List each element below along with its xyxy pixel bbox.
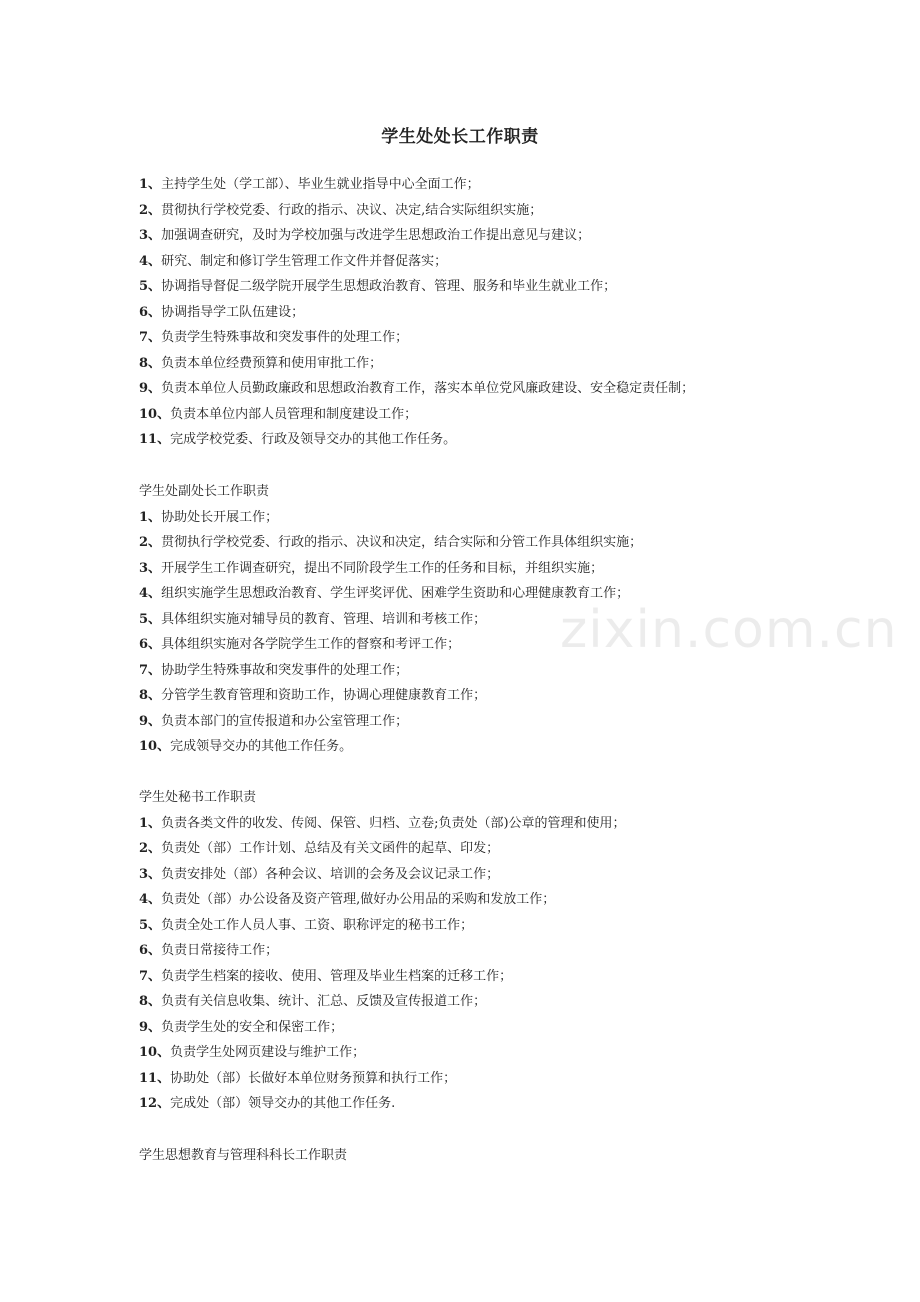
duty-item-number: 8 (139, 994, 149, 1009)
duty-item-number: 3 (139, 866, 149, 882)
duty-item-text: 负责学生档案的接收、使用、管理及毕业生档案的迁移工作； (161, 968, 513, 984)
duty-item-separator: 、 (148, 637, 162, 652)
duty-item-number: 7 (139, 330, 149, 345)
duty-item-text: 完成学校党委、行政及领导交办的其他工作任务。 (170, 432, 457, 447)
duty-item (139, 402, 839, 428)
duty-item-number: 3 (139, 560, 149, 576)
duty-item-text: 负责本单位人员勤政廉政和思想政治教育工作，落实本单位党风廉政建设、安全稳定责任制； (161, 381, 695, 396)
duty-item (139, 632, 839, 658)
duty-item-number: 7 (139, 968, 149, 984)
duty-section (139, 785, 839, 1117)
duty-item (139, 505, 839, 531)
duty-item (139, 989, 839, 1015)
duty-item (139, 811, 839, 837)
duty-item-number: 7 (139, 662, 149, 678)
duty-item-separator: 、 (157, 1096, 171, 1111)
duty-item-number: 1 (139, 509, 149, 525)
duty-item-text: 负责学生处网页建设与维护工作； (170, 1045, 366, 1060)
duty-item-separator: 、 (148, 279, 162, 294)
duty-item-text: 研究、制定和修订学生管理工作文件并督促落实； (161, 253, 448, 269)
duty-item-text: 负责处（部）办公设备及资产管理,做好办公用品的采购和发放工作； (161, 892, 556, 907)
duty-item-number: 3 (139, 228, 149, 243)
duty-section (139, 479, 839, 760)
duty-item-separator: 、 (148, 355, 162, 371)
duty-item-number: 11 (139, 1070, 158, 1086)
duty-item-number: 4 (139, 586, 149, 601)
duty-item (139, 913, 839, 939)
duty-item-separator: 、 (157, 739, 171, 754)
duty-item-number: 9 (139, 713, 149, 729)
duty-item (139, 658, 839, 684)
duty-item (139, 1015, 839, 1041)
duty-item-text: 负责全处工作人员人事、工资、职称评定的秘书工作； (161, 917, 474, 933)
duty-item (139, 556, 839, 582)
duty-item-text: 负责本单位经费预算和使用审批工作； (161, 355, 383, 371)
duty-item (139, 249, 839, 275)
duty-item-number: 10 (139, 1045, 158, 1060)
duty-item-text: 负责有关信息收集、统计、汇总、反馈及宣传报道工作； (161, 994, 487, 1009)
duty-item (139, 1091, 839, 1117)
duty-section (139, 172, 839, 453)
duty-item-text: 完成领导交办的其他工作任务。 (170, 739, 353, 754)
duty-item-text: 协助学生特殊事故和突发事件的处理工作； (161, 662, 409, 678)
duty-item-separator: 、 (148, 202, 162, 218)
duty-item-separator: 、 (148, 253, 162, 269)
duty-item-number: 9 (139, 1019, 149, 1035)
duty-section (139, 1143, 839, 1169)
watermark-text: zixin.com.cn (560, 600, 898, 660)
duty-item-separator: 、 (157, 432, 171, 447)
duty-item-number: 2 (139, 535, 149, 550)
duty-item (139, 530, 839, 556)
duty-item-text: 协助处长开展工作； (161, 509, 279, 525)
section-heading: 学生思想教育与管理科科长工作职责 (139, 1148, 348, 1163)
duty-item-separator: 、 (148, 917, 162, 933)
duty-item-text: 具体组织实施对辅导员的教育、管理、培训和考核工作； (161, 611, 487, 627)
duty-item (139, 351, 839, 377)
duty-item-separator: 、 (148, 535, 162, 550)
duty-item-number: 5 (139, 917, 149, 933)
duty-item-text: 负责安排处（部）各种会议、培训的会务及会议记录工作； (161, 866, 500, 882)
duty-item (139, 223, 839, 249)
duty-item (139, 862, 839, 888)
duty-item-separator: 、 (148, 892, 162, 907)
duty-item-separator: 、 (148, 509, 162, 525)
duty-item-number: 2 (139, 202, 149, 218)
duty-item-text: 开展学生工作调查研究，提出不同阶段学生工作的任务和目标，并组织实施； (161, 560, 604, 576)
duty-item-text: 负责本单位内部人员管理和制度建设工作； (170, 406, 418, 422)
duty-item-text: 负责处（部）工作计划、总结及有关文函件的起草、印发； (161, 841, 500, 856)
duty-item-text: 完成处（部）领导交办的其他工作任务. (170, 1096, 396, 1111)
duty-item-number: 10 (139, 406, 158, 422)
duty-item-separator: 、 (148, 304, 162, 320)
duty-item-separator: 、 (148, 560, 162, 576)
duty-item-separator: 、 (148, 968, 162, 984)
duty-item-separator: 、 (148, 713, 162, 729)
duty-item-text: 负责日常接待工作； (161, 943, 279, 958)
section-heading: 学生处秘书工作职责 (139, 790, 257, 805)
duty-item-separator: 、 (148, 330, 162, 345)
duty-item (139, 709, 839, 735)
page-title: 学生处处长工作职责 (381, 127, 539, 147)
duty-item-text: 协助处（部）长做好本单位财务预算和执行工作； (170, 1070, 457, 1086)
duty-item (139, 734, 839, 760)
duty-item-number: 12 (139, 1096, 158, 1111)
duty-item (139, 376, 839, 402)
duty-item-separator: 、 (148, 688, 162, 703)
duty-item-number: 8 (139, 355, 149, 371)
duty-item-number: 1 (139, 815, 149, 831)
duty-item-separator: 、 (157, 1045, 171, 1060)
duty-item-text: 组织实施学生思想政治教育、学生评奖评优、困难学生资助和心理健康教育工作； (161, 586, 630, 601)
duty-item-separator: 、 (148, 866, 162, 882)
duty-item-text: 分管学生教育管理和资助工作，协调心理健康教育工作； (161, 688, 487, 703)
duty-item-separator: 、 (148, 177, 162, 192)
duty-item (139, 172, 839, 198)
duty-item-text: 负责学生处的安全和保密工作； (161, 1019, 344, 1035)
duty-item-text: 负责本部门的宣传报道和办公室管理工作； (161, 713, 409, 729)
duty-item-number: 6 (139, 304, 149, 320)
duty-item-separator: 、 (148, 662, 162, 678)
duty-item-separator: 、 (148, 994, 162, 1009)
duty-item-number: 5 (139, 611, 149, 627)
duty-item-separator: 、 (157, 406, 171, 422)
duty-item-number: 6 (139, 637, 149, 652)
duty-item (139, 1040, 839, 1066)
duty-item-text: 贯彻执行学校党委、行政的指示、决议、决定,结合实际组织实施； (161, 202, 543, 218)
duty-item-text: 负责各类文件的收发、传阅、保管、归档、立卷;负责处（部)公章的管理和使用； (161, 815, 626, 831)
duty-item-text: 协调指导督促二级学院开展学生思想政治教育、管理、服务和毕业生就业工作； (161, 279, 617, 294)
duty-item-text: 主持学生处（学工部）、毕业生就业指导中心全面工作； (161, 177, 480, 192)
duty-item-number: 4 (139, 892, 149, 907)
duty-item-text: 具体组织实施对各学院学生工作的督察和考评工作； (161, 637, 461, 652)
duty-item (139, 887, 839, 913)
duty-item (139, 300, 839, 326)
duty-item (139, 427, 839, 453)
duty-item-number: 9 (139, 381, 149, 396)
duty-item-separator: 、 (148, 381, 162, 396)
duty-item (139, 836, 839, 862)
duty-item (139, 1066, 839, 1092)
duty-item-separator: 、 (157, 1070, 171, 1086)
duty-item-separator: 、 (148, 1019, 162, 1035)
duty-item (139, 964, 839, 990)
duty-item-number: 5 (139, 279, 149, 294)
duty-item-separator: 、 (148, 228, 162, 243)
duty-item-separator: 、 (148, 611, 162, 627)
duty-item-separator: 、 (148, 943, 162, 958)
duty-item-number: 4 (139, 253, 149, 269)
duty-item (139, 581, 839, 607)
duty-item-number: 8 (139, 688, 149, 703)
duty-item-text: 协调指导学工队伍建设； (161, 304, 305, 320)
section-heading: 学生处副处长工作职责 (139, 484, 270, 499)
duty-item-text: 负责学生特殊事故和突发事件的处理工作； (161, 330, 409, 345)
duty-item-separator: 、 (148, 841, 162, 856)
duty-item-separator: 、 (148, 586, 162, 601)
duty-item-text: 贯彻执行学校党委、行政的指示、决议和决定，结合实际和分管工作具体组织实施； (161, 535, 643, 550)
duty-item-text: 加强调查研究，及时为学校加强与改进学生思想政治工作提出意见与建议； (161, 228, 591, 243)
duty-item (139, 198, 839, 224)
duty-item (139, 683, 839, 709)
duty-item-number: 1 (139, 177, 149, 192)
duty-item-number: 2 (139, 841, 149, 856)
duty-item (139, 607, 839, 633)
duty-item (139, 325, 839, 351)
duty-item (139, 274, 839, 300)
duty-item (139, 938, 839, 964)
duty-item-number: 6 (139, 943, 149, 958)
duty-item-number: 11 (139, 432, 158, 447)
duty-item-separator: 、 (148, 815, 162, 831)
duty-item-number: 10 (139, 739, 158, 754)
